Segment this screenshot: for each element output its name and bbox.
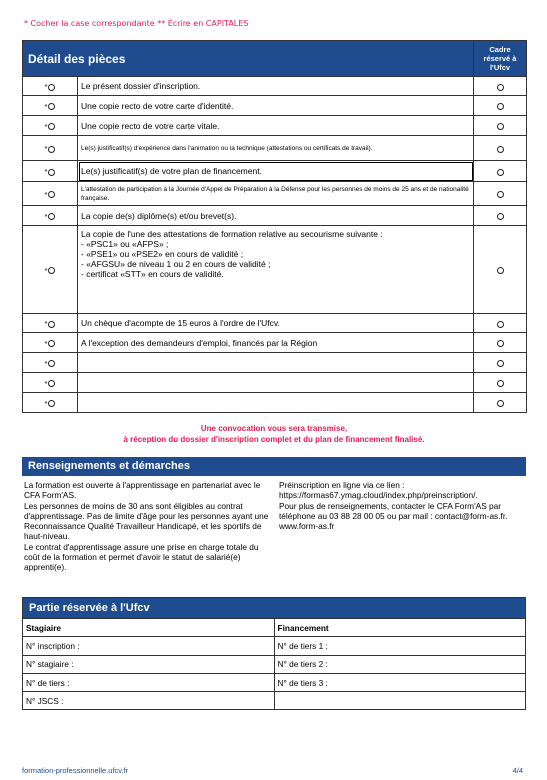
radio-circle-icon xyxy=(48,213,55,220)
partie-field[interactable] xyxy=(274,692,525,710)
piece-label xyxy=(78,373,474,393)
piece-label: Le présent dossier d'inscription. xyxy=(78,77,474,96)
asterisk-mark: * xyxy=(44,378,48,388)
ufcv-checkbox[interactable] xyxy=(474,96,527,116)
piece-checkbox[interactable] xyxy=(23,314,78,333)
partie-field[interactable]: N° de tiers 3 : xyxy=(274,673,525,691)
radio-circle-icon xyxy=(497,103,504,110)
radio-circle-icon xyxy=(48,123,55,130)
ufcv-checkbox[interactable] xyxy=(474,373,527,393)
radio-circle-icon xyxy=(497,340,504,347)
asterisk-mark: * xyxy=(44,82,48,91)
renseignements-left: La formation est ouverte à l'apprentissage en partenariat avec le CFA Form'AS. Les personnes de moins de 30 ans sont éligibles au contrat d'apprentissage. Pas de limite d'âge pour les personnes ayant une Reconnaissance Qualité Travailleur Handicapé, et les sportifs de haut-niveau. Le contrat d'apprentissage assure une prise en charge totale du coût de la formation et permet d'avoir le statut de salarié(e) apprenti(e). xyxy=(24,480,269,573)
radio-circle-icon xyxy=(48,321,55,328)
radio-circle-icon xyxy=(497,321,504,328)
partie-title: Partie réservée à l'Ufcv xyxy=(23,598,525,618)
partie-field[interactable]: N° de tiers 1 : xyxy=(274,637,525,655)
radio-circle-icon xyxy=(48,146,55,153)
partie-field[interactable]: N° JSCS : xyxy=(23,692,274,710)
convocation-notice: Une convocation vous sera transmise, à réception du dossier d'inscription complet et du plan de financement finalisé. xyxy=(123,424,425,444)
pieces-title: Détail des pièces xyxy=(23,41,474,77)
piece-label: A l'exception des demandeurs d'emploi, financés par la Région xyxy=(78,333,474,353)
radio-circle-icon xyxy=(497,267,504,274)
renseignements-right: Préinscription en ligne via ce lien : https://formas67.ymag.cloud/index.php/preinscription/. Pour plus de renseignements, contacter le CFA Form'AS par téléphone au 03 88 28 00 05 ou par mail : contact@form-as.fr. www.form-as.fr xyxy=(279,480,524,531)
piece-checkbox[interactable] xyxy=(23,353,78,373)
piece-label xyxy=(78,353,474,373)
stagiaire-header: Stagiaire xyxy=(23,619,274,637)
ufcv-checkbox[interactable] xyxy=(474,314,527,333)
partie-table xyxy=(23,618,525,710)
piece-row xyxy=(23,226,527,314)
ufcv-checkbox[interactable] xyxy=(474,77,527,96)
piece-label: Le(s) justificatif(s) d'expérience dans l'animation ou la technique (attestations ou certificats de travail). xyxy=(78,136,474,161)
ufcv-checkbox[interactable] xyxy=(474,226,527,314)
piece-label xyxy=(78,393,474,413)
piece-label: La copie de l'une des attestations de formation relative au secourisme suivante : - «PSC1» ou «AFPS» ; - «PSE1» ou «PSE2» en cours de validité ; - «AFGSU» de niveau 1 ou 2 en cours de validité ; - certificat «STT» en cours de validité. xyxy=(78,226,474,314)
radio-circle-icon xyxy=(497,360,504,367)
piece-row xyxy=(23,77,527,96)
radio-circle-icon xyxy=(48,267,55,274)
piece-row xyxy=(23,206,527,226)
piece-row xyxy=(23,161,527,182)
piece-checkbox[interactable] xyxy=(23,393,78,413)
pieces-table xyxy=(22,40,527,413)
asterisk-mark: * xyxy=(44,144,48,153)
asterisk-mark: * xyxy=(44,189,48,199)
page-number: 4/4 xyxy=(512,766,523,775)
ufcv-checkbox[interactable] xyxy=(474,136,527,161)
piece-label: Une copie recto de votre carte vitale. xyxy=(78,116,474,136)
piece-checkbox[interactable] xyxy=(23,161,78,182)
piece-row xyxy=(23,116,527,136)
piece-row xyxy=(23,393,527,413)
piece-label: Le(s) justificatif(s) de votre plan de financement. xyxy=(78,161,474,182)
cadre-header: Cadre réservé à l'Ufcv xyxy=(474,41,527,77)
piece-checkbox[interactable] xyxy=(23,226,78,314)
partie-ufcv xyxy=(22,597,526,710)
radio-circle-icon xyxy=(497,213,504,220)
piece-checkbox[interactable] xyxy=(23,373,78,393)
ufcv-checkbox[interactable] xyxy=(474,182,527,206)
instructions-note: * Cocher la case correspondante ** Écrire en CAPITALES xyxy=(24,19,249,28)
preinscription-link[interactable]: https://formas67.ymag.cloud/index.php/preinscription/. xyxy=(279,490,478,501)
piece-checkbox[interactable] xyxy=(23,206,78,226)
radio-circle-icon xyxy=(497,380,504,387)
radio-circle-icon xyxy=(48,400,55,407)
piece-row xyxy=(23,314,527,333)
partie-field[interactable]: N° de tiers : xyxy=(23,673,274,691)
partie-field[interactable]: N° stagiaire : xyxy=(23,655,274,673)
financement-header: Financement xyxy=(274,619,525,637)
partie-field[interactable]: N° de tiers 2 : xyxy=(274,655,525,673)
radio-circle-icon xyxy=(48,380,55,387)
piece-label: L'attestation de participation à la Journée d'Appel de Préparation à la Défense pour les personnes de moins de 25 ans et de nationalité française. xyxy=(78,182,474,206)
asterisk-mark: * xyxy=(44,101,48,111)
radio-circle-icon xyxy=(48,191,55,198)
piece-row xyxy=(23,182,527,206)
piece-checkbox[interactable] xyxy=(23,333,78,353)
ufcv-checkbox[interactable] xyxy=(474,393,527,413)
radio-circle-icon xyxy=(497,123,504,130)
piece-checkbox[interactable] xyxy=(23,77,78,96)
piece-row xyxy=(23,373,527,393)
piece-checkbox[interactable] xyxy=(23,182,78,206)
radio-circle-icon xyxy=(48,103,55,110)
piece-row xyxy=(23,333,527,353)
footer-site[interactable]: formation-professionnelle.ufcv.fr xyxy=(22,766,129,775)
asterisk-mark: * xyxy=(44,319,48,328)
asterisk-mark: * xyxy=(44,211,48,221)
radio-circle-icon xyxy=(48,360,55,367)
radio-circle-icon xyxy=(497,191,504,198)
ufcv-checkbox[interactable] xyxy=(474,161,527,182)
asterisk-mark: * xyxy=(44,265,48,275)
piece-label: La copie de(s) diplôme(s) et/ou brevet(s). xyxy=(78,206,474,226)
asterisk-mark: * xyxy=(44,358,48,368)
piece-row xyxy=(23,96,527,116)
piece-row xyxy=(23,136,527,161)
radio-circle-icon xyxy=(497,146,504,153)
piece-label: Une copie recto de votre carte d'identité. xyxy=(78,96,474,116)
radio-circle-icon xyxy=(497,169,504,176)
website-link[interactable]: www.form-as.fr xyxy=(279,521,335,532)
asterisk-mark: * xyxy=(44,121,48,131)
asterisk-mark: * xyxy=(44,167,48,176)
ufcv-checkbox[interactable] xyxy=(474,353,527,373)
piece-checkbox[interactable] xyxy=(23,136,78,161)
radio-circle-icon xyxy=(48,84,55,91)
asterisk-mark: * xyxy=(44,398,48,408)
radio-circle-icon xyxy=(497,400,504,407)
piece-checkbox[interactable] xyxy=(23,116,78,136)
piece-checkbox[interactable] xyxy=(23,96,78,116)
renseignements-title: Renseignements et démarches xyxy=(22,457,526,476)
ufcv-checkbox[interactable] xyxy=(474,116,527,136)
ufcv-checkbox[interactable] xyxy=(474,206,527,226)
asterisk-mark: * xyxy=(44,338,48,348)
ufcv-checkbox[interactable] xyxy=(474,333,527,353)
piece-label: Un chèque d'acompte de 15 euros à l'ordre de l'Ufcv. xyxy=(78,314,474,333)
radio-circle-icon xyxy=(48,169,55,176)
radio-circle-icon xyxy=(48,340,55,347)
piece-row xyxy=(23,353,527,373)
partie-field[interactable]: N° inscription : xyxy=(23,637,274,655)
radio-circle-icon xyxy=(497,84,504,91)
